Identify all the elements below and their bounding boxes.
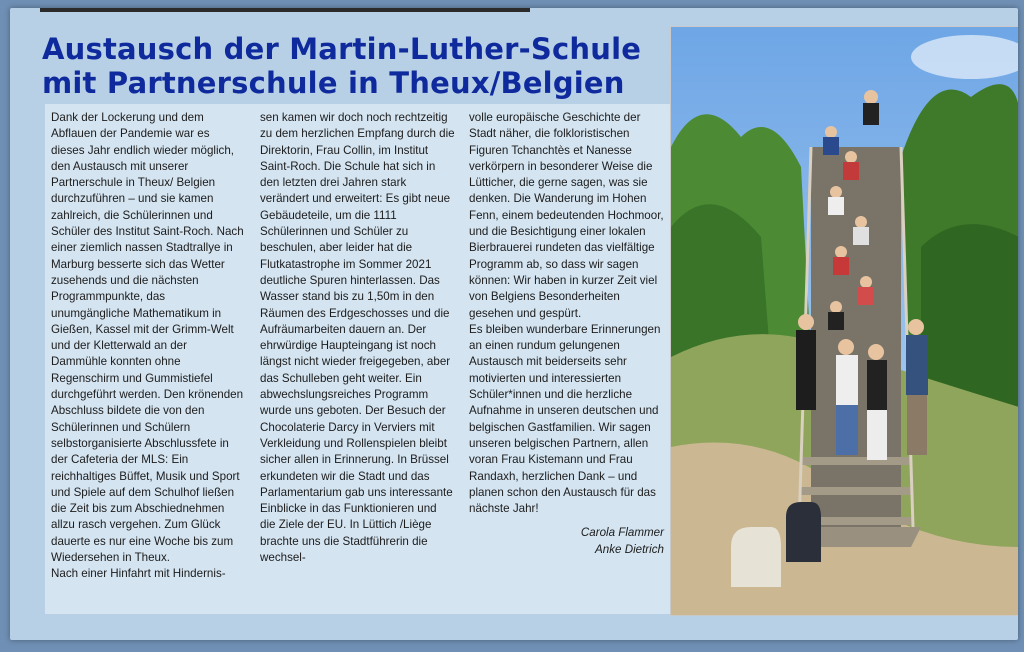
headline-line-1: Austausch der Martin-Luther-Schule bbox=[42, 32, 642, 66]
signature bbox=[469, 525, 664, 558]
page-top-edge bbox=[40, 8, 530, 12]
paragraph: Dank der Lockerung und dem Abflauen der Pandemie war es dieses Jahr endlich wieder möglich, den Austausch mit unserer Partnerschule in Theux/ Belgien durchzuführen – und sie kamen zahlreich, die Schülerinnen und Schüler des Institut Saint-Roch. Nach einer ziemlich nassen Stadtrallye in Marburg besserte sich das Wetter zusehends und die nächsten Programmpunkte, das unumgängliche Mathematikum in Gießen, Kassel mit der Grimm-Welt und der Kletterwald an der Dammühle konnten ohne Regenschirm und Gummistiefel durchgeführt werden. Den krönenden Abschluss bildete die von den Schülerinnen und Schülern selbstorganisierte Abschlussfete in der Cafeteria der MLS: Ein reichhaltiges Büffet, Musik und Sport und Spiele auf dem Schulhof ließen die Zeit bis zum Abschiednehmen allzu rasch vergehen. Zum Glück dauerte es nur eine Woche bis zum Wiedersehen in Theux. bbox=[51, 111, 244, 565]
group-photo-icon bbox=[671, 27, 1018, 615]
author-name: Carola Flammer bbox=[580, 526, 664, 540]
article-headline bbox=[42, 32, 662, 100]
text-column-3 bbox=[469, 110, 664, 614]
headline-line-2: mit Partnerschule in Theux/Belgien bbox=[42, 66, 625, 100]
author-name: Anke Dietrich bbox=[595, 542, 664, 556]
text-column-1 bbox=[51, 110, 246, 614]
paragraph: Nach einer Hinfahrt mit Hindernis- bbox=[51, 567, 226, 581]
text-column-2 bbox=[260, 110, 455, 614]
paragraph: volle europäische Geschichte der Stadt näher, die folkloristischen Figuren Tchanchtès et Nanesse verkörpern in besonderer Weise die Lütticher, die gerne sagen, was sie denken. Die Wanderung im Hohen Fenn, einem bedeutenden Hochmoor, und die Besichtigung einer lokalen Bierbrauerei rundeten das vielfältige Programm ab, so dass wir sagen können: Wir haben in kurzer Zeit viel von Belgiens Besonderheiten gesehen und gespürt. bbox=[469, 111, 664, 320]
group-photo bbox=[670, 26, 1018, 616]
paragraph: Es bleiben wunderbare Erinnerungen an einen rundum gelungenen Austausch mit beiderseits sehr motivierten und interessierten Schüler*innen und die herzliche Aufnahme in unseren deutschen und belgischen Gastfamilien. Wir sagen unseren belgischen Partnern, allen voran Frau Kistemann und Frau Randaxh, herzlichen Dank – und planen schon den Austausch für das nächste Jahr! bbox=[469, 322, 661, 516]
paragraph: sen kamen wir doch noch rechtzeitig zu dem herzlichen Empfang durch die Direktorin, Frau Collin, im Institut Saint-Roch. Die Schule hat sich in den letzten drei Jahren stark verändert und erweitert: Es gibt neue Gebäudeteile, um die 1111 Schülerinnen und Schüler zu beschulen, aber leider hat die Flutkatastrophe im Sommer 2021 deutliche Spuren hinterlassen. Das Wasser stand bis zu 1,50m in den Räumen des Erdgeschosses und die Aufräumarbeiten dauern an. Der ehrwürdige Haupteingang ist noch längst nicht wieder freigegeben, aber das Schulleben geht weiter. Ein abwechslungsreiches Programm wurde uns geboten. Der Besuch der Chocolaterie Darcy in Verviers mit Verkleidung und Rollenspielen bleibt sicher allen in Erinnerung. In Brüssel erkundeten wir die Stadt und das Parlamentarium gab uns interessante Einblicke in das Funktionieren und die Ziele der EU. In Lüttich /Liège brachte uns die Stadtführerin die wechsel- bbox=[260, 111, 455, 565]
article-body bbox=[45, 104, 671, 614]
magazine-page bbox=[10, 8, 1018, 640]
